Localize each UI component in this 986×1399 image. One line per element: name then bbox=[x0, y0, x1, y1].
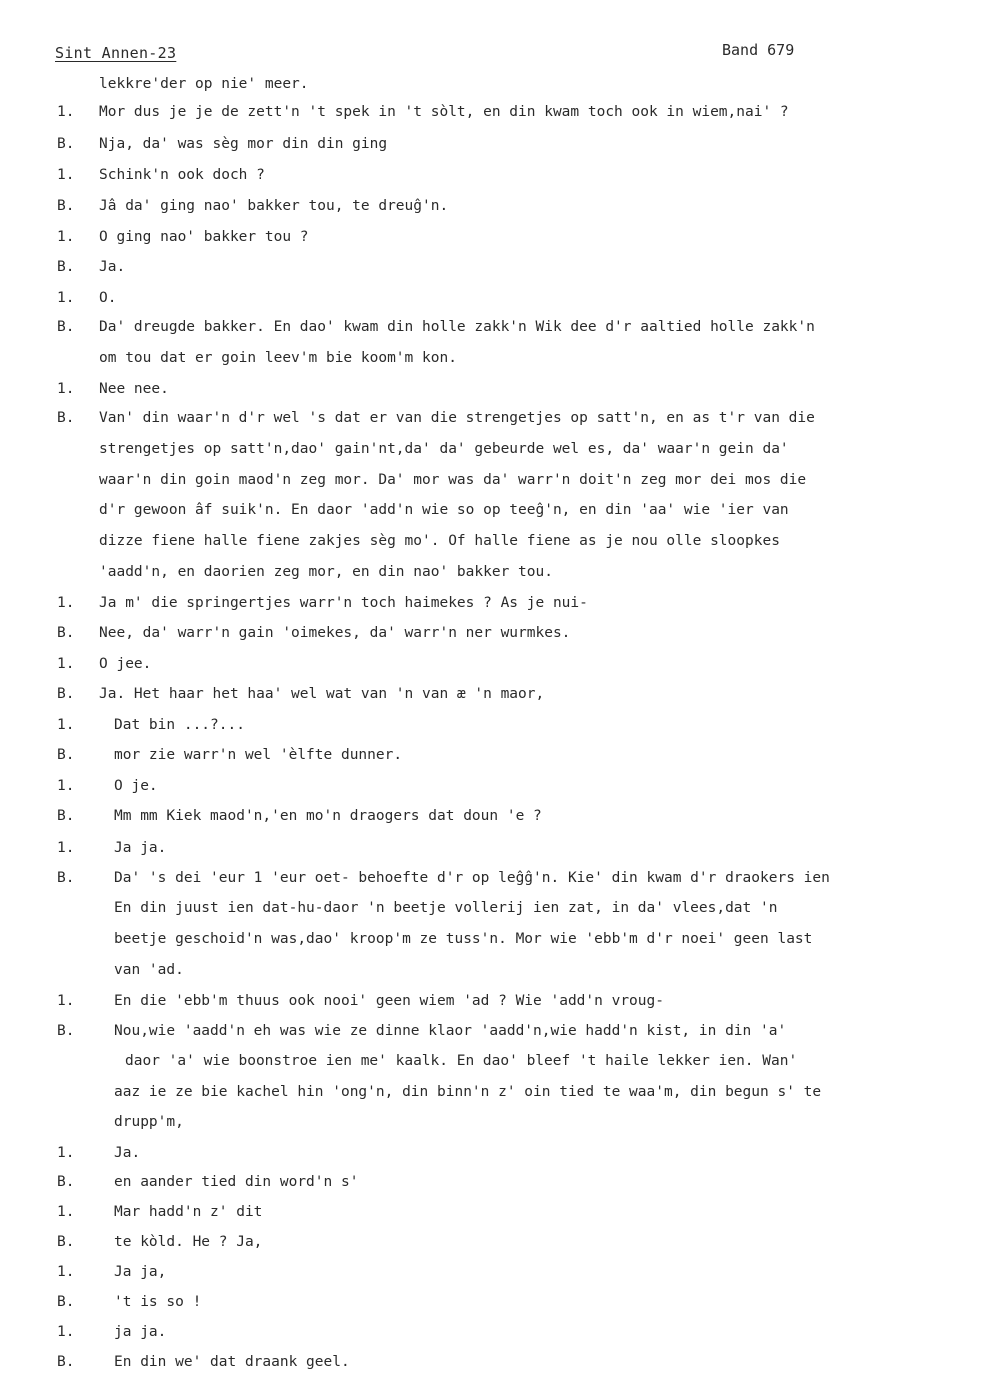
speaker-label: 1. bbox=[57, 290, 75, 306]
utterance-text: en aander tied din word'n s' bbox=[114, 1174, 359, 1190]
utterance-text: O jee. bbox=[99, 656, 152, 672]
transcript-line bbox=[0, 229, 986, 257]
transcript-line bbox=[0, 1204, 986, 1232]
transcript-line bbox=[0, 198, 986, 226]
utterance-text: 'aadd'n, en daorien zeg mor, en din nao' bakker tou. bbox=[99, 564, 553, 580]
utterance-text: Schink'n ook doch ? bbox=[99, 167, 265, 183]
speaker-label: B. bbox=[57, 625, 75, 641]
utterance-text: Ja. bbox=[114, 1145, 141, 1161]
speaker-label: 1. bbox=[57, 167, 75, 183]
speaker-label: 1. bbox=[57, 717, 75, 733]
utterance-text: d'r gewoon âf suik'n. En daor 'add'n wie so op teeĝ'n, en din 'aa' wie 'ier van bbox=[99, 502, 789, 518]
speaker-label: 1. bbox=[57, 229, 75, 245]
utterance-text: strengetjes op satt'n,dao' gain'nt,da' da' gebeurde wel es, da' waar'n gein da' bbox=[99, 441, 789, 457]
utterance-text: Ja. Het haar het haa' wel wat van 'n van æ 'n maor, bbox=[99, 686, 545, 702]
transcript-line bbox=[0, 962, 986, 990]
transcript-line bbox=[0, 502, 986, 530]
transcript-line bbox=[0, 1084, 986, 1112]
transcript-line bbox=[0, 1324, 986, 1352]
utterance-text: Mm mm Kiek maod'n,'en mo'n draogers dat doun 'e ? bbox=[114, 808, 542, 824]
utterance-text: waar'n din goin maod'n zeg mor. Da' mor was da' warr'n doit'n zeg mor dei mos die bbox=[99, 472, 807, 488]
speaker-label: B. bbox=[57, 808, 75, 824]
transcript-line bbox=[0, 625, 986, 653]
page-header-left: Sint Annen-23 bbox=[55, 44, 177, 62]
transcript-line bbox=[0, 840, 986, 868]
transcript-line bbox=[0, 1294, 986, 1322]
speaker-label: 1. bbox=[57, 1324, 75, 1340]
transcript-line bbox=[0, 1234, 986, 1262]
transcript-line bbox=[0, 290, 986, 318]
speaker-label: 1. bbox=[57, 104, 75, 120]
transcript-line bbox=[0, 778, 986, 806]
transcript-line bbox=[0, 533, 986, 561]
speaker-label: 1. bbox=[57, 1145, 75, 1161]
utterance-text: Da' 's dei 'eur 1 'eur oet- behoefte d'r op leĝĝ'n. Kie' din kwam d'r draokers ien bbox=[114, 870, 830, 886]
utterance-text: lekkre'der op nie' meer. bbox=[99, 76, 309, 92]
utterance-text: O ging nao' bakker tou ? bbox=[99, 229, 309, 245]
utterance-text: Ja ja, bbox=[114, 1264, 167, 1280]
transcript-line bbox=[0, 564, 986, 592]
utterance-text: En die 'ebb'm thuus ook nooi' geen wiem 'ad ? Wie 'add'n vroug- bbox=[114, 993, 664, 1009]
utterance-text: 't is so ! bbox=[114, 1294, 202, 1310]
transcript-line bbox=[0, 808, 986, 836]
transcript-line bbox=[0, 1023, 986, 1051]
speaker-label: 1. bbox=[57, 595, 75, 611]
speaker-label: B. bbox=[57, 1174, 75, 1190]
speaker-label: 1. bbox=[57, 778, 75, 794]
speaker-label: 1. bbox=[57, 1204, 75, 1220]
utterance-text: van 'ad. bbox=[114, 962, 184, 978]
utterance-text: Ja m' die springertjes warr'n toch haimekes ? As je nui- bbox=[99, 595, 588, 611]
transcript-line bbox=[0, 747, 986, 775]
transcript-line bbox=[0, 167, 986, 195]
speaker-label: 1. bbox=[57, 1264, 75, 1280]
transcript-line bbox=[0, 104, 986, 132]
utterance-text: Jâ da' ging nao' bakker tou, te dreuĝ'n. bbox=[99, 198, 449, 214]
speaker-label: B. bbox=[57, 410, 75, 426]
utterance-text: En din juust ien dat-hu-daor 'n beetje vollerij ien zat, in da' vlees,dat 'n bbox=[114, 900, 778, 916]
transcript-line bbox=[0, 441, 986, 469]
transcript-line bbox=[0, 686, 986, 714]
transcript-line bbox=[0, 595, 986, 623]
transcript-line bbox=[0, 319, 986, 347]
utterance-text: daor 'a' wie boonstroe ien me' kaalk. En dao' bleef 't haile lekker ien. Wan' bbox=[125, 1053, 798, 1069]
transcript-line bbox=[0, 350, 986, 378]
transcript-line bbox=[0, 76, 986, 104]
utterance-text: Mar hadd'n z' dit bbox=[114, 1204, 263, 1220]
transcript-line bbox=[0, 717, 986, 745]
transcript-line bbox=[0, 381, 986, 409]
utterance-text: Mor dus je je de zett'n 't spek in 't sòlt, en din kwam toch ook in wiem,nai' ? bbox=[99, 104, 789, 120]
utterance-text: aaz ie ze bie kachel hin 'ong'n, din binn'n z' oin tied te waa'm, din begun s' te bbox=[114, 1084, 822, 1100]
speaker-label: B. bbox=[57, 1294, 75, 1310]
utterance-text: Nou,wie 'aadd'n eh was wie ze dinne klaor 'aadd'n,wie hadd'n kist, in din 'a' bbox=[114, 1023, 787, 1039]
transcript-line bbox=[0, 1145, 986, 1173]
speaker-label: B. bbox=[57, 136, 75, 152]
utterance-text: Dat bin ...?... bbox=[114, 717, 245, 733]
utterance-text: Nja, da' was sèg mor din din ging bbox=[99, 136, 388, 152]
speaker-label: 1. bbox=[57, 840, 75, 856]
speaker-label: B. bbox=[57, 1234, 75, 1250]
utterance-text: beetje geschoid'n was,dao' kroop'm ze tuss'n. Mor wie 'ebb'm d'r noei' geen last bbox=[114, 931, 813, 947]
transcript-line bbox=[0, 900, 986, 928]
speaker-label: 1. bbox=[57, 381, 75, 397]
transcript-line bbox=[0, 1264, 986, 1292]
utterance-text: O. bbox=[99, 290, 117, 306]
speaker-label: 1. bbox=[57, 993, 75, 1009]
transcript-line bbox=[0, 993, 986, 1021]
speaker-label: B. bbox=[57, 198, 75, 214]
speaker-label: B. bbox=[57, 259, 75, 275]
speaker-label: B. bbox=[57, 686, 75, 702]
utterance-text: te kòld. He ? Ja, bbox=[114, 1234, 263, 1250]
transcript-line bbox=[0, 410, 986, 438]
transcript-line bbox=[0, 259, 986, 287]
transcript-line bbox=[0, 136, 986, 164]
utterance-text: Van' din waar'n d'r wel 's dat er van die strengetjes op satt'n, en as t'r van die bbox=[99, 410, 815, 426]
transcript-line bbox=[0, 1053, 986, 1081]
speaker-label: B. bbox=[57, 747, 75, 763]
speaker-label: B. bbox=[57, 1023, 75, 1039]
speaker-label: B. bbox=[57, 870, 75, 886]
utterance-text: En din we' dat draank geel. bbox=[114, 1354, 350, 1370]
utterance-text: Da' dreugde bakker. En dao' kwam din holle zakk'n Wik dee d'r aaltied holle zakk'n bbox=[99, 319, 815, 335]
transcript-line bbox=[0, 931, 986, 959]
speaker-label: B. bbox=[57, 1354, 75, 1370]
utterance-text: O je. bbox=[114, 778, 158, 794]
transcript-line bbox=[0, 870, 986, 898]
speaker-label: 1. bbox=[57, 656, 75, 672]
utterance-text: dizze fiene halle fiene zakjes sèg mo'. Of halle fiene as je nou olle sloopkes bbox=[99, 533, 780, 549]
utterance-text: ja ja. bbox=[114, 1324, 167, 1340]
utterance-text: drupp'm, bbox=[114, 1114, 184, 1130]
utterance-text: Ja. bbox=[99, 259, 126, 275]
transcript-line bbox=[0, 1354, 986, 1382]
utterance-text: Ja ja. bbox=[114, 840, 167, 856]
transcript-line bbox=[0, 1174, 986, 1202]
transcript-line bbox=[0, 472, 986, 500]
speaker-label: B. bbox=[57, 319, 75, 335]
utterance-text: mor zie warr'n wel 'èlfte dunner. bbox=[114, 747, 403, 763]
utterance-text: om tou dat er goin leev'm bie koom'm kon. bbox=[99, 350, 457, 366]
utterance-text: Nee nee. bbox=[99, 381, 169, 397]
utterance-text: Nee, da' warr'n gain 'oimekes, da' warr'n ner wurmkes. bbox=[99, 625, 571, 641]
transcript-line bbox=[0, 1114, 986, 1142]
page-header-right: Band 679 bbox=[722, 41, 795, 59]
transcript-line bbox=[0, 656, 986, 684]
